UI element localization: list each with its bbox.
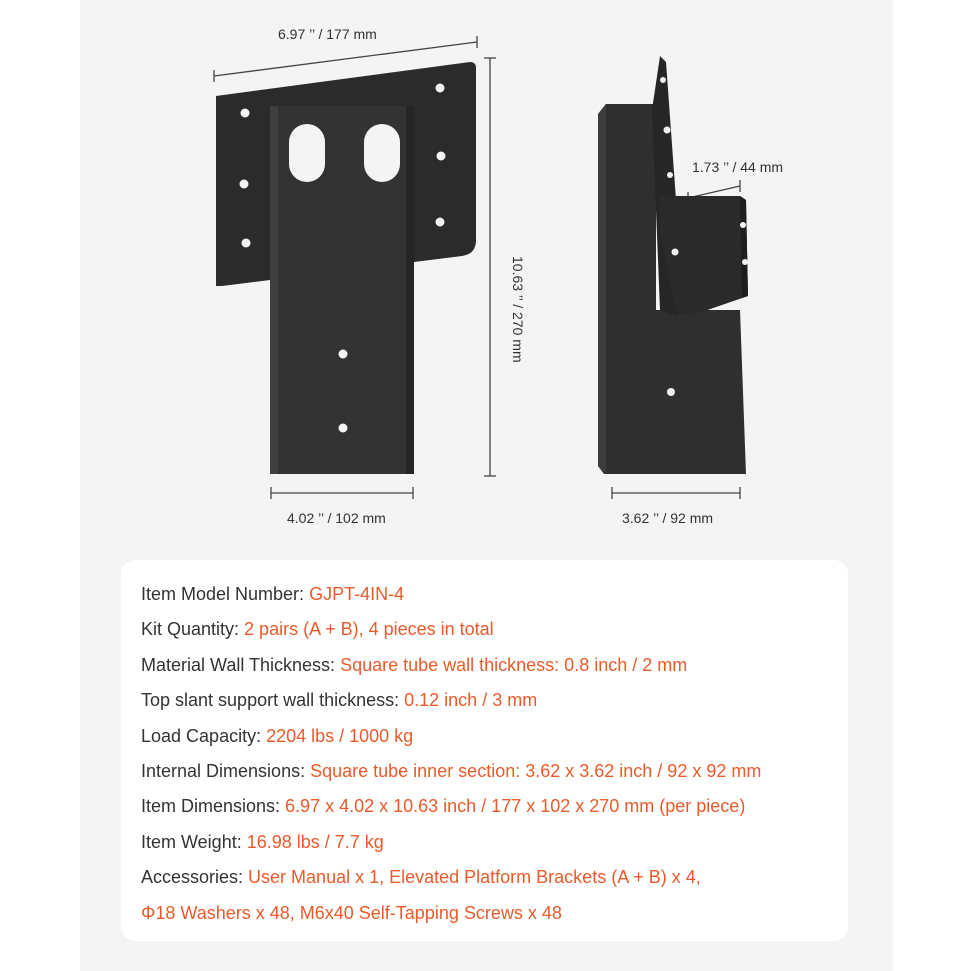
spec-key: Item Weight: xyxy=(141,831,247,852)
spec-row-item-weight xyxy=(141,825,838,860)
side-bracket xyxy=(598,56,748,474)
side-width-dimension-line xyxy=(612,487,740,499)
height-label: 10.63 ’’ / 270 mm xyxy=(510,256,526,363)
bottom-width-dimension-line xyxy=(271,487,413,499)
spec-row-accessories xyxy=(141,860,838,895)
spec-row-kit-quantity xyxy=(141,612,838,647)
spec-key: Kit Quantity: xyxy=(141,619,245,640)
spec-value: 0.12 inch / 3 mm xyxy=(404,690,538,711)
spec-card xyxy=(121,560,848,941)
spec-row-internal-dimensions xyxy=(141,754,838,789)
spec-value: 2 pairs (A + B), 4 pieces in total xyxy=(244,619,494,640)
side-width-label: 3.62 ’’ / 92 mm xyxy=(622,510,714,526)
spec-row-model xyxy=(141,577,838,612)
height-dimension-line xyxy=(484,58,496,476)
spec-key: Item Dimensions: xyxy=(141,796,286,817)
spec-row-wall-thickness xyxy=(141,648,838,683)
spec-value: Square tube wall thickness: 0.8 inch / 2 mm xyxy=(340,654,688,675)
spec-value: User Manual x 1, Elevated Platform Brackets (A + B) x 4, xyxy=(248,867,701,888)
spec-value: 2204 lbs / 1000 kg xyxy=(266,725,414,746)
spec-row-load-capacity xyxy=(141,719,838,754)
spec-row-accessories-continued xyxy=(141,896,838,931)
spec-value: Square tube inner section: 3.62 x 3.62 inch / 92 x 92 mm xyxy=(310,761,762,782)
spec-list xyxy=(141,577,838,931)
spec-key: Load Capacity: xyxy=(141,725,267,746)
slot-width-label: 1.73 ’’ / 44 mm xyxy=(692,159,784,175)
spec-row-slant-thickness xyxy=(141,683,838,718)
spec-value: GJPT-4IN-4 xyxy=(309,584,405,604)
spec-value: Φ18 Washers x 48, M6x40 Self-Tapping Screws x 48 xyxy=(141,902,562,923)
spec-key: Internal Dimensions: xyxy=(141,761,311,782)
spec-key: Accessories: xyxy=(141,867,249,888)
bottom-width-label: 4.02 ’’ / 102 mm xyxy=(287,510,386,526)
spec-row-item-dimensions xyxy=(141,789,838,824)
top-width-label: 6.97 ’’ / 177 mm xyxy=(278,26,377,42)
spec-key: Top slant support wall thickness: xyxy=(141,690,405,711)
spec-value: 6.97 x 4.02 x 10.63 inch / 177 x 102 x 270 mm (per piece) xyxy=(285,796,746,817)
spec-value: 16.98 lbs / 7.7 kg xyxy=(246,831,384,852)
front-bracket xyxy=(216,62,476,474)
spec-key: Item Model Number: xyxy=(141,584,310,604)
spec-key: Material Wall Thickness: xyxy=(141,654,341,675)
